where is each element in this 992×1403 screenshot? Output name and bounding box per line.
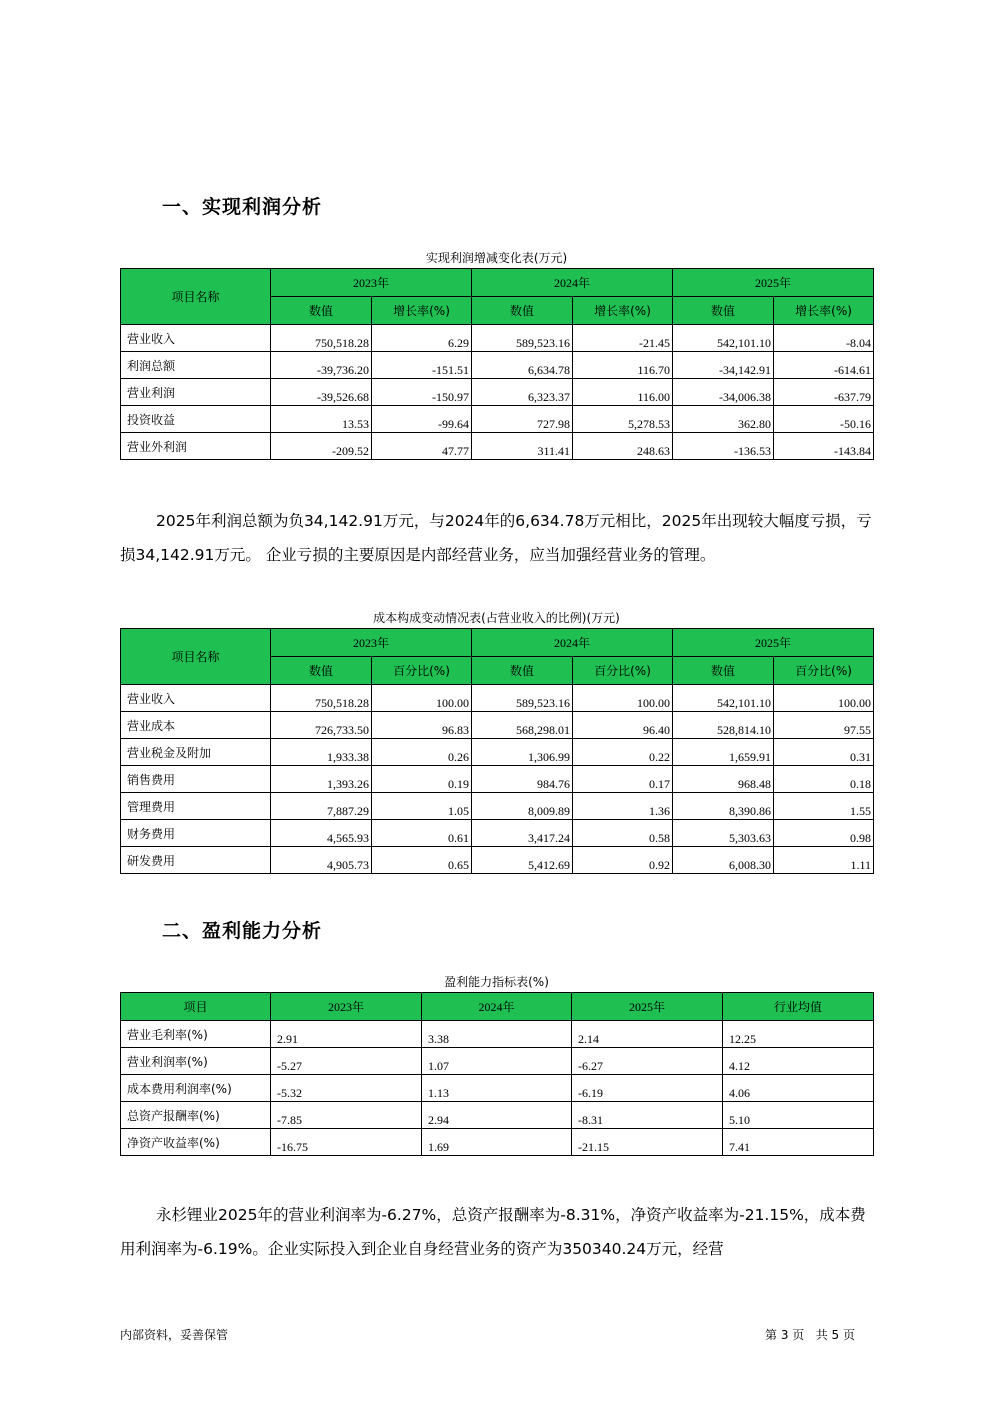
header-year: 2023年 [271,269,472,297]
header-value: 数值 [472,297,573,325]
footer-page-number: 第 3 页 共 5 页 [765,1328,855,1342]
table-row [121,433,874,460]
table-cell: 589,523.16 [472,325,573,352]
row-label: 营业毛利率(%) [121,1021,271,1048]
table2-caption: 成本构成变动情况表(占营业收入的比例)(万元) [373,611,620,625]
table-cell: 6,634.78 [472,352,573,379]
header-year: 2025年 [673,269,874,297]
header-percentage: 百分比(%) [774,657,874,685]
table-cell: 116.00 [573,379,673,406]
table-cell: 5,412.69 [472,847,573,874]
table-cell: 1.55 [774,793,874,820]
table-cell: 8,390.86 [673,793,774,820]
table-cell: 1,933.38 [271,739,372,766]
table-cell: -151.51 [372,352,472,379]
section-title-profitability: 二、盈利能力分析 [162,920,323,942]
table-cell: 2.94 [422,1102,572,1129]
table-row [121,820,874,847]
table-cell: -5.27 [271,1048,422,1075]
table-cell: -99.64 [372,406,472,433]
row-label: 财务费用 [121,820,271,847]
table-cell: 100.00 [774,685,874,712]
header-item-name: 项目名称 [121,629,271,685]
table-cell: -8.31 [572,1102,723,1129]
table-cell: 750,518.28 [271,325,372,352]
table-cell: -209.52 [271,433,372,460]
table-cell: 0.31 [774,739,874,766]
table-cell: 2.91 [271,1021,422,1048]
table-cell: 0.98 [774,820,874,847]
row-label: 成本费用利润率(%) [121,1075,271,1102]
header-value: 数值 [271,297,372,325]
table-cell: 96.83 [372,712,472,739]
table-cell: 100.00 [372,685,472,712]
table-cell: 1,393.26 [271,766,372,793]
table-cell: 248.63 [573,433,673,460]
table-cell: 6.29 [372,325,472,352]
table-cell: 1.11 [774,847,874,874]
header-year: 2025年 [572,993,723,1021]
row-label: 管理费用 [121,793,271,820]
table-cell: -39,526.68 [271,379,372,406]
table-cell: 4,565.93 [271,820,372,847]
table-cell: -637.79 [774,379,874,406]
table-cell: 13.53 [271,406,372,433]
header-value: 数值 [472,657,573,685]
table-cell: 1.05 [372,793,472,820]
row-label: 净资产收益率(%) [121,1129,271,1156]
table-cell: -8.04 [774,325,874,352]
table-cell: 0.58 [573,820,673,847]
table-cell: 0.65 [372,847,472,874]
table-cell: 542,101.10 [673,325,774,352]
table-row [121,1048,874,1075]
table-cell: -614.61 [774,352,874,379]
table-cell: 1,659.91 [673,739,774,766]
table-cell: 3,417.24 [472,820,573,847]
table-cell: -16.75 [271,1129,422,1156]
table-cell: 568,298.01 [472,712,573,739]
table-cell: 727.98 [472,406,573,433]
table1-caption: 实现利润增减变化表(万元) [425,251,568,265]
header-percentage: 百分比(%) [372,657,472,685]
table-cell: 3.38 [422,1021,572,1048]
table-cell: 542,101.10 [673,685,774,712]
table-cell: 362.80 [673,406,774,433]
header-percentage: 百分比(%) [573,657,673,685]
table-cell: 5.10 [723,1102,874,1129]
footer-confidential-note: 内部资料，妥善保管 [120,1328,229,1342]
row-label: 营业成本 [121,712,271,739]
table-cell: 7.41 [723,1129,874,1156]
table-row [121,847,874,874]
table-cell: 47.77 [372,433,472,460]
table-cell: 6,323.37 [472,379,573,406]
table-cell: -34,142.91 [673,352,774,379]
row-label: 利润总额 [121,352,271,379]
header-item: 项目 [121,993,271,1021]
header-growth-rate: 增长率(%) [774,297,874,325]
table-cell: 0.22 [573,739,673,766]
header-value: 数值 [271,657,372,685]
header-growth-rate: 增长率(%) [573,297,673,325]
table-cell: -50.16 [774,406,874,433]
header-industry-average: 行业均值 [723,993,874,1021]
table-cell: 100.00 [573,685,673,712]
table-cell: -39,736.20 [271,352,372,379]
table-row [121,766,874,793]
table-cell: 0.19 [372,766,472,793]
table-cell: 2.14 [572,1021,723,1048]
table-cell: 0.92 [573,847,673,874]
row-label: 销售费用 [121,766,271,793]
table-cell: 4,905.73 [271,847,372,874]
table-cell: -7.85 [271,1102,422,1129]
table-cell: -21.45 [573,325,673,352]
table-cell: -5.32 [271,1075,422,1102]
table-cell: 0.26 [372,739,472,766]
row-label: 营业利润 [121,379,271,406]
table-cell: 116.70 [573,352,673,379]
table-cell: 0.18 [774,766,874,793]
table-cell: 1,306.99 [472,739,573,766]
table-cell: 97.55 [774,712,874,739]
table-cell: 4.12 [723,1048,874,1075]
table-cell: 7,887.29 [271,793,372,820]
header-year: 2023年 [271,629,472,657]
table-cell: 528,814.10 [673,712,774,739]
table-cell: 96.40 [573,712,673,739]
profit-change-table [120,268,874,460]
row-label: 总资产报酬率(%) [121,1102,271,1129]
table3-caption: 盈利能力指标表(%) [444,975,549,989]
table-row [121,325,874,352]
table-cell: -21.15 [572,1129,723,1156]
table-row [121,352,874,379]
table-row [121,1102,874,1129]
table-cell: -150.97 [372,379,472,406]
header-value: 数值 [673,297,774,325]
table-cell: 8,009.89 [472,793,573,820]
table-cell: 311.41 [472,433,573,460]
table-cell: -136.53 [673,433,774,460]
table-cell: 750,518.28 [271,685,372,712]
table-cell: 5,303.63 [673,820,774,847]
row-label: 营业收入 [121,685,271,712]
table-cell: 0.61 [372,820,472,847]
row-label: 研发费用 [121,847,271,874]
row-label: 营业税金及附加 [121,739,271,766]
table-cell: 1.69 [422,1129,572,1156]
table-cell: -6.19 [572,1075,723,1102]
profitability-analysis-paragraph: 永杉锂业2025年的营业利润率为-6.27%，总资产报酬率为-8.31%，净资产收益率为-21.15%，成本费用利润率为-6.19%。企业实际投入到企业自身经营业务的资产为350340.24万元，经营 [120,1206,866,1258]
table-cell: 0.17 [573,766,673,793]
table-cell: -34,006.38 [673,379,774,406]
row-label: 营业外利润 [121,433,271,460]
header-growth-rate: 增长率(%) [372,297,472,325]
table-cell: 4.06 [723,1075,874,1102]
row-label: 营业利润率(%) [121,1048,271,1075]
table-cell: 726,733.50 [271,712,372,739]
profit-analysis-paragraph: 2025年利润总额为负34,142.91万元，与2024年的6,634.78万元相比，2025年出现较大幅度亏损，亏损34,142.91万元。 企业亏损的主要原因是内部经营业务，应当加强经营业务的管理。 [120,512,872,564]
table-cell: -6.27 [572,1048,723,1075]
table-cell: -143.84 [774,433,874,460]
profitability-indicator-table [120,992,874,1156]
header-year: 2024年 [472,269,673,297]
table-row [121,793,874,820]
table-row [121,739,874,766]
table-row [121,685,874,712]
table-cell: 1.07 [422,1048,572,1075]
table-row [121,1075,874,1102]
table-cell: 5,278.53 [573,406,673,433]
row-label: 投资收益 [121,406,271,433]
header-year: 2024年 [472,629,673,657]
table-cell: 1.36 [573,793,673,820]
header-year: 2025年 [673,629,874,657]
cost-structure-table [120,628,874,874]
table-row [121,379,874,406]
table-row [121,712,874,739]
table-cell: 6,008.30 [673,847,774,874]
header-value: 数值 [673,657,774,685]
table-row [121,1129,874,1156]
header-year: 2024年 [422,993,572,1021]
header-item-name: 项目名称 [121,269,271,325]
table-cell: 984.76 [472,766,573,793]
table-cell: 968.48 [673,766,774,793]
table-cell: 12.25 [723,1021,874,1048]
table-cell: 1.13 [422,1075,572,1102]
section-title-profit: 一、实现利润分析 [162,196,323,218]
row-label: 营业收入 [121,325,271,352]
table-row [121,406,874,433]
header-year: 2023年 [271,993,422,1021]
table-cell: 589,523.16 [472,685,573,712]
table-row [121,1021,874,1048]
